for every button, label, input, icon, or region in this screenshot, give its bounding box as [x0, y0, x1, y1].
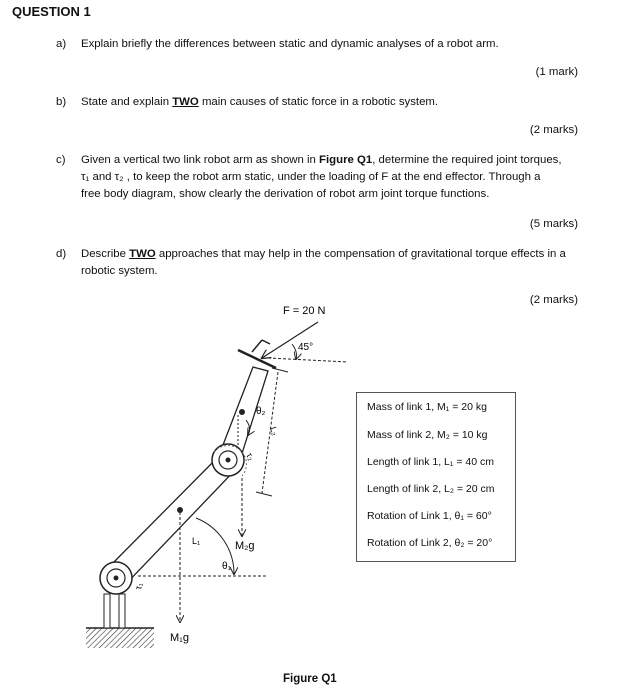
joint-2-pin	[226, 458, 231, 463]
question-b-marks: (2 marks)	[529, 124, 578, 136]
question-b-label: b)	[56, 96, 67, 108]
question-a-marks: (1 mark)	[535, 66, 578, 78]
question-c-label: c)	[56, 154, 66, 166]
question-c-line1-post: , determine the required joint torques,	[372, 154, 562, 166]
gripper-tip	[262, 340, 270, 344]
tau1-label: τ₁	[133, 582, 145, 591]
base-post-right	[119, 594, 125, 628]
l1-label: L₁	[192, 536, 201, 546]
question-b-emph: TWO	[172, 96, 199, 108]
question-title: QUESTION 1	[12, 4, 91, 19]
parameter-mass-link1: Mass of link 1, M₁ = 20 kg	[367, 401, 487, 413]
theta2-label: θ₂	[256, 406, 266, 417]
ground-hatch	[86, 628, 154, 648]
theta1-label: θ₁	[222, 561, 231, 572]
link-2-mass-point	[239, 409, 245, 415]
question-b-pre: State and explain	[81, 96, 173, 108]
m1g-label: M₁g	[170, 632, 189, 644]
tau2-label: τ₂	[244, 451, 257, 463]
parameter-length-link2: Length of link 2, L₂ = 20 cm	[367, 483, 495, 495]
question-c-line1-pre: Given a vertical two link robot arm as shown in	[81, 154, 320, 166]
question-d-emph: TWO	[129, 248, 156, 260]
question-d-line1-pre: Describe	[81, 248, 130, 260]
joint-1-pin	[114, 576, 119, 581]
question-d-label: d)	[56, 248, 67, 260]
question-c-line2: τ₁ and τ₂ , to keep the robot arm static, under the loading of F at the end effector. Through a	[81, 171, 541, 183]
base-post-left	[104, 594, 110, 628]
question-d-line2: robotic system.	[81, 265, 158, 277]
parameter-table	[356, 392, 516, 562]
figure-caption: Figure Q1	[283, 673, 337, 685]
question-b-post: main causes of static force in a robotic system.	[198, 96, 439, 108]
question-a-text: Explain briefly the differences between static and dynamic analyses of a robot arm.	[81, 38, 499, 50]
l2-tick-top	[272, 368, 288, 372]
question-a-label: a)	[56, 38, 67, 50]
parameter-length-link1: Length of link 1, L₁ = 40 cm	[367, 456, 494, 468]
question-c-marks: (5 marks)	[529, 218, 578, 230]
force-label: F = 20 N	[283, 305, 326, 317]
parameter-rotation-link2: Rotation of Link 2, θ₂ = 20°	[367, 537, 493, 549]
force-reference-line	[268, 358, 348, 362]
l2-tick-bottom	[256, 492, 272, 496]
question-c-line3: free body diagram, show clearly the derivation of robot arm joint torque functions.	[81, 188, 490, 200]
force-angle-label: 45°	[298, 342, 314, 353]
m2g-label: M₂g	[235, 540, 255, 552]
figure-ref: Figure Q1	[319, 154, 373, 166]
l2-label: L₂	[268, 425, 281, 437]
parameter-mass-link2: Mass of link 2, M₂ = 10 kg	[367, 429, 488, 441]
force-angle-arc	[292, 344, 297, 359]
gripper-finger	[252, 340, 262, 352]
question-d-line1-post: approaches that may help in the compensation of gravitational torque effects in a	[155, 248, 566, 260]
parameter-rotation-link1: Rotation of Link 1, θ₁ = 60°	[367, 510, 492, 522]
question-d-marks: (2 marks)	[529, 294, 578, 306]
